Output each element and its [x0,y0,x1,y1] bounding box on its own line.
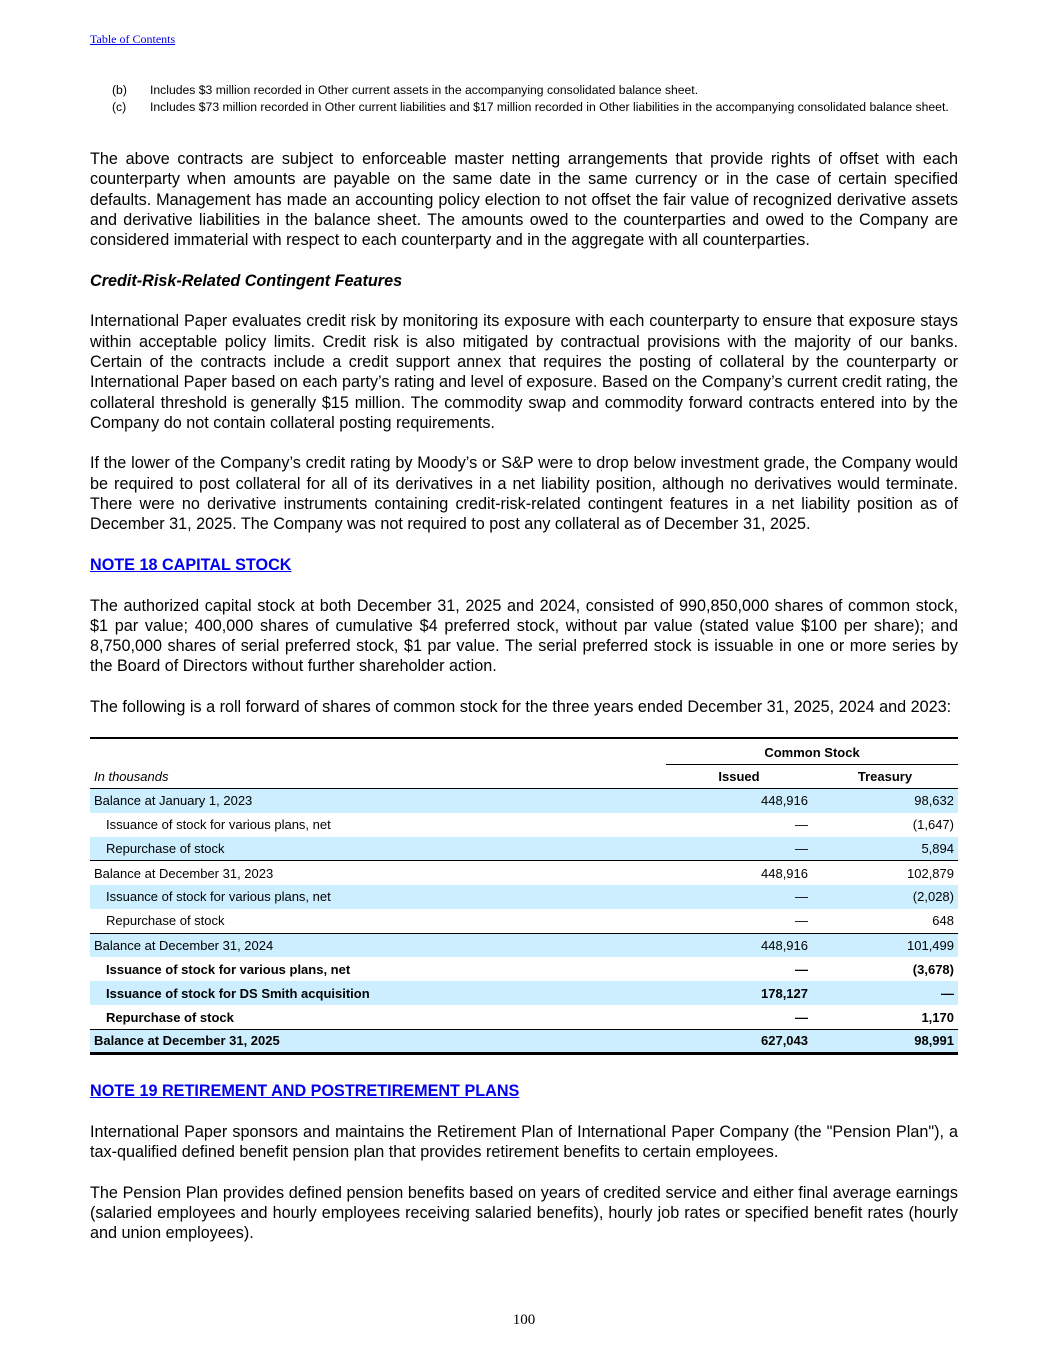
footnote-mark: (c) [112,99,127,114]
issued-value: — [795,1009,808,1025]
credit-risk-paragraph-1: International Paper evaluates credit risk by monitoring its exposure with each counterparty to ensure that exposure stays within acceptable policy limits. Credit risk is also mitigated by contractual provisions with the majority of our banks. Certain of the contracts include a credit support annex that requires the posting of collateral by the counterparty or International Paper based on each party’s rating and level of exposure. Based on the Company’s current credit rating, the collateral threshold is generally $15 million. The commodity swap and commodity forward contracts entered into by the Company do not contain collateral posting requirements. [90,312,958,432]
row-label: Balance at January 1, 2023 [90,789,666,813]
table-of-contents-link[interactable]: Table of Contents [90,32,176,46]
table-group-header-row [90,740,958,764]
table-row [90,981,958,1005]
column-header-treasury: Treasury [812,764,958,788]
document-body [90,149,958,1243]
column-header-issued: Issued [666,764,812,788]
footnotes [112,82,960,115]
note-18-heading-link[interactable]: NOTE 18 CAPITAL STOCK [90,555,292,574]
table-column-header-row [90,764,958,788]
table-row [90,909,958,933]
footnote-mark: (b) [112,83,127,97]
row-label: Repurchase of stock [106,1009,234,1025]
issued-value: 448,916 [666,789,812,813]
table-row [90,933,958,957]
row-label: Repurchase of stock [90,837,666,861]
treasury-value: — [812,981,958,1005]
row-label: Balance at December 31, 2024 [90,933,666,957]
row-label: Balance at December 31, 2023 [90,861,666,885]
table-row [90,885,958,909]
treasury-value: 101,499 [812,933,958,957]
issued-value: 448,916 [666,861,812,885]
note-19-paragraph-2: The Pension Plan provides defined pension benefits based on years of credited service and either final average earnings (salaried employees and hourly employees receiving salaried benefits), hourly job rates or specified benefit rates (hourly and union employees). [90,1183,958,1243]
footnote-b [112,82,960,99]
note-18-paragraph-1: The authorized capital stock at both December 31, 2025 and 2024, consisted of 990,850,000 shares of common stock, $1 par value; 400,000 shares of cumulative $4 preferred stock, without par value (stated value $100 per share); and 8,750,000 shares of serial preferred stock, $1 par value. The serial preferred stock is issuable in one or more series by the Board of Directors without further shareholder action. [90,596,958,676]
unit-label: In thousands [90,764,666,788]
credit-risk-heading: Credit-Risk-Related Contingent Features [90,271,403,290]
footnote-text: Includes $3 million recorded in Other current assets in the accompanying consolidated balance sheet. [150,83,699,97]
treasury-value: 648 [932,913,954,929]
treasury-value: 102,879 [812,861,958,885]
note-18-paragraph-2: The following is a roll forward of shares of common stock for the three years ended December 31, 2025, 2024 and 2023: [90,698,952,717]
issued-value: — [666,837,812,861]
page-number: 100 [512,1312,536,1328]
issued-value: 627,043 [666,1029,812,1053]
row-label: Issuance of stock for various plans, net [106,961,351,977]
table-row [90,837,958,861]
note-19-heading-link[interactable]: NOTE 19 RETIREMENT AND POSTRETIREMENT PLANS [90,1082,520,1101]
issued-value: — [795,961,808,977]
table-row-total [90,1029,958,1053]
note-19-paragraph-1: International Paper sponsors and maintains the Retirement Plan of International Paper Company (the "Pension Plan"), a tax-qualified defined benefit pension plan that provides retirement benefits to certain employees. [90,1122,958,1161]
treasury-value: (1,647) [912,817,954,833]
table-row [90,813,958,837]
common-stock-header: Common Stock [666,740,958,764]
treasury-value: 98,632 [812,789,958,813]
treasury-value: (3,678) [912,961,954,977]
netting-paragraph: The above contracts are subject to enforceable master netting arrangements that provide rights of offset with each counterparty when amounts are payable on the same date in the same currency or in the case of certain specified defaults. Management has made an accounting policy election to not offset the fair value of recognized derivative assets and derivative liabilities in the balance sheet. The amounts owed to the counterparties and owed to the Company are considered immaterial with respect to each counterparty and in the aggregate with all counterparties. [90,150,958,250]
row-label: Issuance of stock for DS Smith acquisition [90,981,666,1005]
row-label: Issuance of stock for various plans, net [106,817,331,833]
treasury-value: 98,991 [812,1029,958,1053]
row-label: Repurchase of stock [106,913,225,929]
table-row [90,957,958,981]
issued-value: — [666,885,812,909]
row-label: Issuance of stock for various plans, net [90,885,666,909]
common-stock-rollforward-table [90,737,958,1055]
treasury-value: (2,028) [812,885,958,909]
row-label: Balance at December 31, 2025 [90,1029,666,1053]
table-row [90,1005,958,1029]
issued-value: 448,916 [666,933,812,957]
table-row [90,861,958,885]
credit-risk-paragraph-2: If the lower of the Company’s credit rating by Moody’s or S&P were to drop below investment grade, the Company would be required to post collateral for all of its derivatives in a net liability position, although no derivatives would terminate. There were no derivative instruments containing credit-risk-related contingent features in a net liability position as of December 31, 2025. The Company was not required to post any collateral as of December 31, 2025. [90,454,958,534]
footnote-text: Includes $73 million recorded in Other current liabilities and $17 million recorded in Other liabilities in the accompanying consolidated balance sheet. [150,99,949,114]
issued-value: 178,127 [666,981,812,1005]
footnote-c [112,99,960,116]
table-row [90,789,958,813]
issued-value: — [795,817,808,833]
treasury-value: 5,894 [812,837,958,861]
issued-value: — [795,913,808,929]
treasury-value: 1,170 [921,1009,954,1025]
